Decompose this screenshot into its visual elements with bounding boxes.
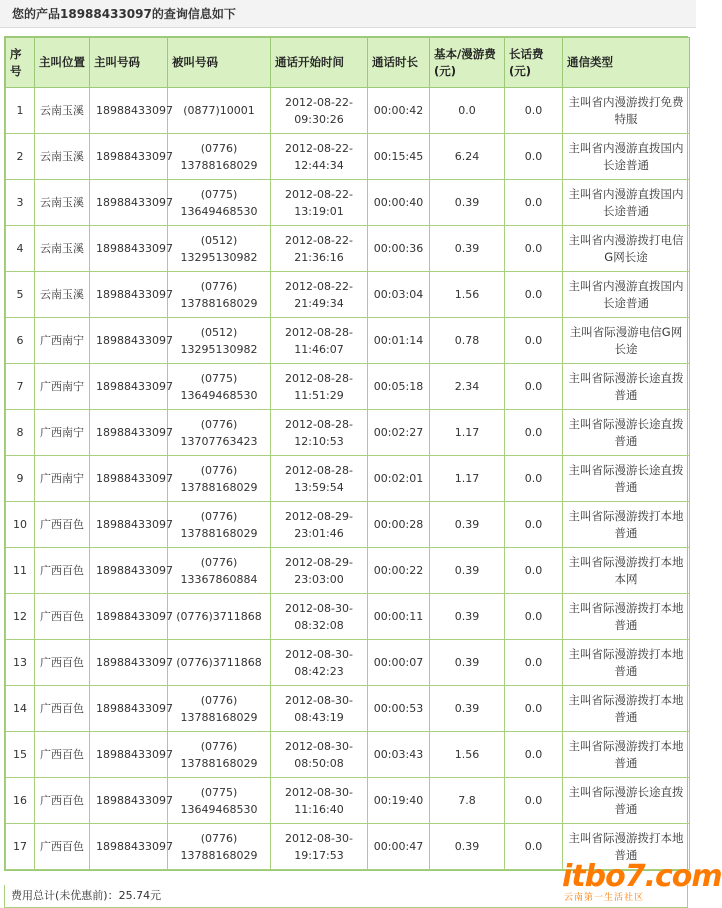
table-row (6, 88, 690, 134)
cell-call-type: 主叫省际漫游拨打本地普通 (563, 502, 690, 548)
cell-duration: 00:01:14 (368, 318, 430, 364)
cell-start-time: 2012-08-30-08:42:23 (271, 640, 368, 686)
cell-start-time: 2012-08-30-11:16:40 (271, 778, 368, 824)
col-header-caller: 主叫号码 (90, 38, 168, 88)
col-header-start-time: 通话开始时间 (271, 38, 368, 88)
cell-caller: 18988433097 (90, 410, 168, 456)
cell-long-distance-fee: 0.0 (505, 226, 563, 272)
cell-location: 广西百色 (35, 686, 90, 732)
cell-caller: 18988433097 (90, 272, 168, 318)
cell-start-time: 2012-08-28-11:51:29 (271, 364, 368, 410)
cell-location: 云南玉溪 (35, 272, 90, 318)
cell-caller: 18988433097 (90, 548, 168, 594)
cell-callee: (0775) 13649468530 (168, 778, 271, 824)
cell-roaming-fee: 0.39 (430, 226, 505, 272)
cell-call-type: 主叫省际漫游拨打本地普通 (563, 732, 690, 778)
cell-location: 云南玉溪 (35, 226, 90, 272)
cell-caller: 18988433097 (90, 594, 168, 640)
cell-no: 16 (6, 778, 35, 824)
cell-location: 广西百色 (35, 640, 90, 686)
site-logo (560, 859, 722, 906)
cell-call-type: 主叫省际漫游长途直拨普通 (563, 456, 690, 502)
cell-no: 11 (6, 548, 35, 594)
cell-duration: 00:00:40 (368, 180, 430, 226)
cell-call-type: 主叫省内漫游拨打免费特服 (563, 88, 690, 134)
cell-callee: (0512) 13295130982 (168, 318, 271, 364)
cell-no: 3 (6, 180, 35, 226)
cell-call-type: 主叫省内漫游直拨国内长途普通 (563, 180, 690, 226)
cell-callee: (0776) 13788168029 (168, 502, 271, 548)
col-header-roaming-fee: 基本/漫游费(元) (430, 38, 505, 88)
cell-roaming-fee: 0.78 (430, 318, 505, 364)
table-row (6, 732, 690, 778)
cell-roaming-fee: 0.39 (430, 640, 505, 686)
cell-duration: 00:05:18 (368, 364, 430, 410)
cell-roaming-fee: 2.34 (430, 364, 505, 410)
cell-location: 广西百色 (35, 778, 90, 824)
cell-no: 9 (6, 456, 35, 502)
cell-callee: (0776) 13788168029 (168, 272, 271, 318)
cell-no: 4 (6, 226, 35, 272)
cell-caller: 18988433097 (90, 318, 168, 364)
cell-no: 2 (6, 134, 35, 180)
cell-long-distance-fee: 0.0 (505, 318, 563, 364)
cell-no: 14 (6, 686, 35, 732)
cell-caller: 18988433097 (90, 778, 168, 824)
cell-duration: 00:00:42 (368, 88, 430, 134)
logo-mark: itbo7.com (562, 859, 722, 894)
cell-roaming-fee: 1.56 (430, 732, 505, 778)
cell-callee: (0775) 13649468530 (168, 180, 271, 226)
table-header-row (6, 38, 690, 88)
cell-callee: (0776) 13788168029 (168, 686, 271, 732)
cell-start-time: 2012-08-30-19:17:53 (271, 824, 368, 870)
table-row (6, 364, 690, 410)
cell-roaming-fee: 6.24 (430, 134, 505, 180)
cell-no: 1 (6, 88, 35, 134)
cell-roaming-fee: 0.39 (430, 502, 505, 548)
cell-no: 5 (6, 272, 35, 318)
cell-caller: 18988433097 (90, 364, 168, 410)
cell-callee: (0776) 13788168029 (168, 732, 271, 778)
col-header-call-type: 通信类型 (563, 38, 690, 88)
cell-roaming-fee: 0.0 (430, 88, 505, 134)
cell-caller: 18988433097 (90, 640, 168, 686)
table-row (6, 226, 690, 272)
cell-callee: (0877)10001 (168, 88, 271, 134)
table-row (6, 134, 690, 180)
cell-callee: (0776) 13367860884 (168, 548, 271, 594)
cell-callee: (0776)3711868 (168, 640, 271, 686)
cell-start-time: 2012-08-22-12:44:34 (271, 134, 368, 180)
table-row (6, 272, 690, 318)
cell-start-time: 2012-08-29-23:03:00 (271, 548, 368, 594)
cell-start-time: 2012-08-29-23:01:46 (271, 502, 368, 548)
cell-start-time: 2012-08-30-08:32:08 (271, 594, 368, 640)
cell-roaming-fee: 0.39 (430, 548, 505, 594)
logo-tagline: 云南第一生活社区 (564, 893, 645, 903)
table-row (6, 410, 690, 456)
cell-long-distance-fee: 0.0 (505, 640, 563, 686)
cell-roaming-fee: 7.8 (430, 778, 505, 824)
cell-call-type: 主叫省际漫游拨打本地普通 (563, 824, 690, 870)
cell-caller: 18988433097 (90, 134, 168, 180)
call-records-table (4, 36, 688, 871)
page-header: 您的产品18988433097的查询信息如下 (0, 0, 696, 28)
cell-call-type: 主叫省内漫游直拨国内长途普通 (563, 134, 690, 180)
cell-location: 广西南宁 (35, 364, 90, 410)
cell-no: 8 (6, 410, 35, 456)
cell-callee: (0512) 13295130982 (168, 226, 271, 272)
table-row (6, 778, 690, 824)
cell-callee: (0776) 13788168029 (168, 824, 271, 870)
cell-no: 6 (6, 318, 35, 364)
cell-callee: (0776) 13707763423 (168, 410, 271, 456)
col-header-callee: 被叫号码 (168, 38, 271, 88)
cell-location: 广西百色 (35, 594, 90, 640)
cell-start-time: 2012-08-22-21:49:34 (271, 272, 368, 318)
table-row (6, 548, 690, 594)
cell-caller: 18988433097 (90, 824, 168, 870)
cell-roaming-fee: 1.17 (430, 410, 505, 456)
cell-call-type: 主叫省内漫游直拨国内长途普通 (563, 272, 690, 318)
cell-roaming-fee: 0.39 (430, 824, 505, 870)
cell-roaming-fee: 1.17 (430, 456, 505, 502)
cell-call-type: 主叫省际漫游长途直拨普通 (563, 364, 690, 410)
cell-long-distance-fee: 0.0 (505, 548, 563, 594)
cell-duration: 00:03:43 (368, 732, 430, 778)
cell-long-distance-fee: 0.0 (505, 456, 563, 502)
cell-duration: 00:00:36 (368, 226, 430, 272)
cell-roaming-fee: 0.39 (430, 594, 505, 640)
cell-caller: 18988433097 (90, 732, 168, 778)
cell-no: 10 (6, 502, 35, 548)
cell-long-distance-fee: 0.0 (505, 410, 563, 456)
cell-callee: (0776) 13788168029 (168, 134, 271, 180)
cell-long-distance-fee: 0.0 (505, 134, 563, 180)
cell-duration: 00:00:11 (368, 594, 430, 640)
table-row (6, 318, 690, 364)
cell-start-time: 2012-08-30-08:43:19 (271, 686, 368, 732)
cell-long-distance-fee: 0.0 (505, 824, 563, 870)
cell-call-type: 主叫省际漫游拨打本地普通 (563, 686, 690, 732)
cell-call-type: 主叫省内漫游拨打电信G网长途 (563, 226, 690, 272)
cell-start-time: 2012-08-28-11:46:07 (271, 318, 368, 364)
cell-roaming-fee: 1.56 (430, 272, 505, 318)
cell-location: 广西百色 (35, 824, 90, 870)
cell-call-type: 主叫省际漫游长途直拨普通 (563, 410, 690, 456)
table-row (6, 180, 690, 226)
cell-start-time: 2012-08-22-13:19:01 (271, 180, 368, 226)
cell-callee: (0776)3711868 (168, 594, 271, 640)
cell-location: 云南玉溪 (35, 134, 90, 180)
cell-start-time: 2012-08-30-08:50:08 (271, 732, 368, 778)
cell-call-type: 主叫省际漫游电信G网长途 (563, 318, 690, 364)
col-header-duration: 通话时长 (368, 38, 430, 88)
cell-duration: 00:00:22 (368, 548, 430, 594)
cell-callee: (0775) 13649468530 (168, 364, 271, 410)
col-header-location: 主叫位置 (35, 38, 90, 88)
cell-callee: (0776) 13788168029 (168, 456, 271, 502)
cell-start-time: 2012-08-28-13:59:54 (271, 456, 368, 502)
table-row (6, 502, 690, 548)
total-cost: 费用总计(未优惠前)：25.74元 (4, 885, 688, 908)
cell-start-time: 2012-08-28-12:10:53 (271, 410, 368, 456)
col-header-no: 序号 (6, 38, 35, 88)
cell-caller: 18988433097 (90, 502, 168, 548)
cell-long-distance-fee: 0.0 (505, 594, 563, 640)
cell-long-distance-fee: 0.0 (505, 272, 563, 318)
cell-location: 广西南宁 (35, 410, 90, 456)
cell-call-type: 主叫省际漫游长途直拨普通 (563, 778, 690, 824)
cell-caller: 18988433097 (90, 180, 168, 226)
cell-long-distance-fee: 0.0 (505, 686, 563, 732)
cell-roaming-fee: 0.39 (430, 180, 505, 226)
cell-no: 15 (6, 732, 35, 778)
cell-location: 广西百色 (35, 548, 90, 594)
cell-duration: 00:19:40 (368, 778, 430, 824)
table-row (6, 686, 690, 732)
cell-duration: 00:03:04 (368, 272, 430, 318)
cell-duration: 00:02:27 (368, 410, 430, 456)
cell-caller: 18988433097 (90, 88, 168, 134)
table-row (6, 594, 690, 640)
cell-long-distance-fee: 0.0 (505, 778, 563, 824)
table-row (6, 456, 690, 502)
cell-location: 云南玉溪 (35, 180, 90, 226)
cell-duration: 00:00:47 (368, 824, 430, 870)
cell-duration: 00:00:53 (368, 686, 430, 732)
cell-location: 广西百色 (35, 502, 90, 548)
cell-caller: 18988433097 (90, 686, 168, 732)
cell-roaming-fee: 0.39 (430, 686, 505, 732)
cell-location: 广西南宁 (35, 456, 90, 502)
cell-call-type: 主叫省际漫游拨打本地普通 (563, 640, 690, 686)
cell-long-distance-fee: 0.0 (505, 88, 563, 134)
cell-no: 13 (6, 640, 35, 686)
cell-long-distance-fee: 0.0 (505, 180, 563, 226)
cell-caller: 18988433097 (90, 226, 168, 272)
col-header-long-distance-fee: 长话费(元) (505, 38, 563, 88)
cell-no: 17 (6, 824, 35, 870)
cell-location: 广西百色 (35, 732, 90, 778)
cell-long-distance-fee: 0.0 (505, 732, 563, 778)
cell-location: 广西南宁 (35, 318, 90, 364)
cell-duration: 00:02:01 (368, 456, 430, 502)
cell-start-time: 2012-08-22-09:30:26 (271, 88, 368, 134)
cell-no: 7 (6, 364, 35, 410)
cell-location: 云南玉溪 (35, 88, 90, 134)
cell-long-distance-fee: 0.0 (505, 502, 563, 548)
cell-start-time: 2012-08-22-21:36:16 (271, 226, 368, 272)
cell-duration: 00:00:28 (368, 502, 430, 548)
cell-no: 12 (6, 594, 35, 640)
cell-call-type: 主叫省际漫游拨打本地普通 (563, 594, 690, 640)
cell-long-distance-fee: 0.0 (505, 364, 563, 410)
cell-duration: 00:00:07 (368, 640, 430, 686)
table-row (6, 640, 690, 686)
cell-caller: 18988433097 (90, 456, 168, 502)
cell-call-type: 主叫省际漫游拨打本地本网 (563, 548, 690, 594)
cell-duration: 00:15:45 (368, 134, 430, 180)
